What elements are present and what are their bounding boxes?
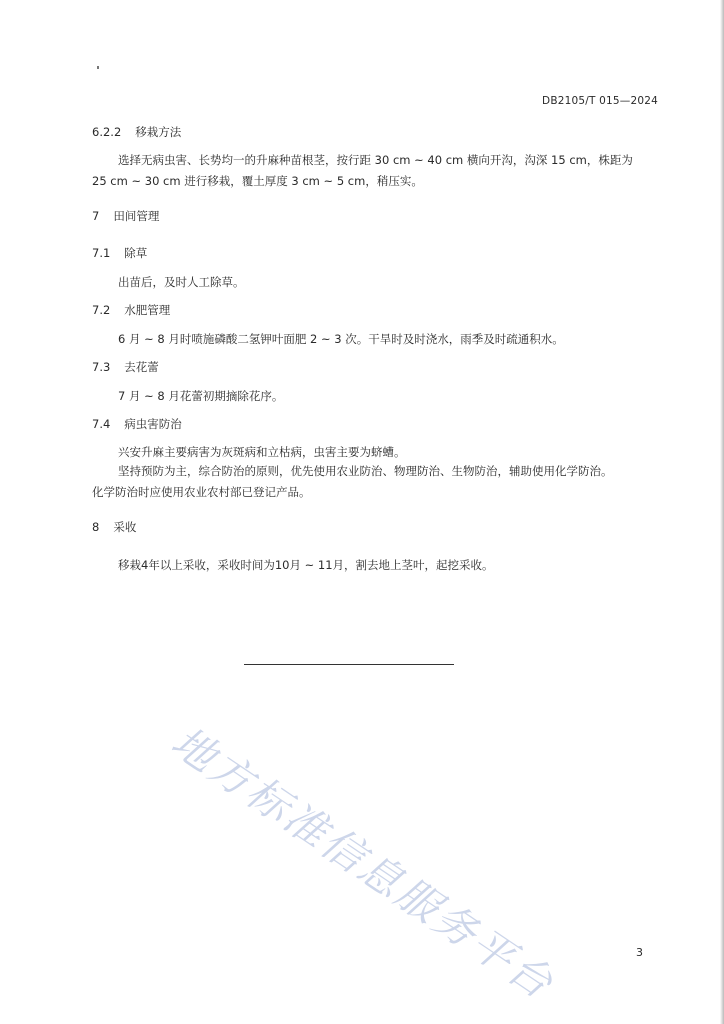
section-7-4-heading (92, 416, 182, 432)
harvest-paragraph: 移栽4年以上采收，采收时间为10月 ~ 11月，割去地上茎叶，起挖采收。 (118, 558, 494, 572)
section-number: 6.2.2 (92, 125, 122, 139)
section-number: 8 (92, 520, 100, 534)
pest-paragraph-line2: 坚持预防为主，综合防治的原则，优先使用农业防治、物理防治、生物防治，辅助使用化学防治。 (118, 464, 613, 478)
transplant-paragraph-line1: 选择无病虫害、长势均一的升麻种苗根茎，按行距 30 cm ~ 40 cm 横向开沟，沟深 15 cm，株距为 (118, 153, 633, 167)
section-title: 田间管理 (113, 209, 160, 223)
page-number: 3 (636, 946, 643, 959)
pest-paragraph-line3: 化学防治时应使用农业农村部已登记产品。 (92, 485, 311, 499)
transplant-paragraph-line2: 25 cm ~ 30 cm 进行移栽，覆土厚度 3 cm ~ 5 cm，稍压实。 (92, 174, 423, 188)
section-title: 移栽方法 (135, 125, 182, 139)
water-fertilizer-paragraph: 6 月 ~ 8 月时喷施磷酸二氢钾叶面肥 2 ~ 3 次。干旱时及时浇水，雨季及时疏通积水。 (118, 332, 564, 346)
section-7-heading (92, 208, 159, 224)
end-rule (244, 664, 454, 665)
standard-code: DB2105/T 015—2024 (542, 95, 658, 107)
pest-paragraph-line1: 兴安升麻主要病害为灰斑病和立枯病，虫害主要为蛴螬。 (118, 445, 406, 459)
section-7-3-heading (92, 359, 159, 375)
section-number: 7.2 (92, 303, 111, 317)
section-7-1-heading (92, 245, 147, 261)
section-number: 7.4 (92, 417, 111, 431)
section-8-heading (92, 519, 136, 535)
section-7-2-heading (92, 302, 170, 318)
section-title: 除草 (124, 246, 148, 260)
section-number: 7.3 (92, 360, 111, 374)
scan-speck (97, 66, 99, 69)
section-number: 7.1 (92, 246, 111, 260)
section-6-2-2-heading (92, 124, 181, 140)
watermark: 地方标准信息服务平台 (162, 716, 564, 1010)
section-title: 水肥管理 (124, 303, 171, 317)
scan-edge-shadow (720, 0, 724, 1024)
section-title: 采收 (113, 520, 137, 534)
section-title: 病虫害防治 (124, 417, 182, 431)
section-title: 去花蕾 (124, 360, 159, 374)
weeding-paragraph: 出苗后，及时人工除草。 (118, 275, 245, 289)
section-number: 7 (92, 209, 100, 223)
remove-buds-paragraph: 7 月 ~ 8 月花蕾初期摘除花序。 (118, 389, 284, 403)
